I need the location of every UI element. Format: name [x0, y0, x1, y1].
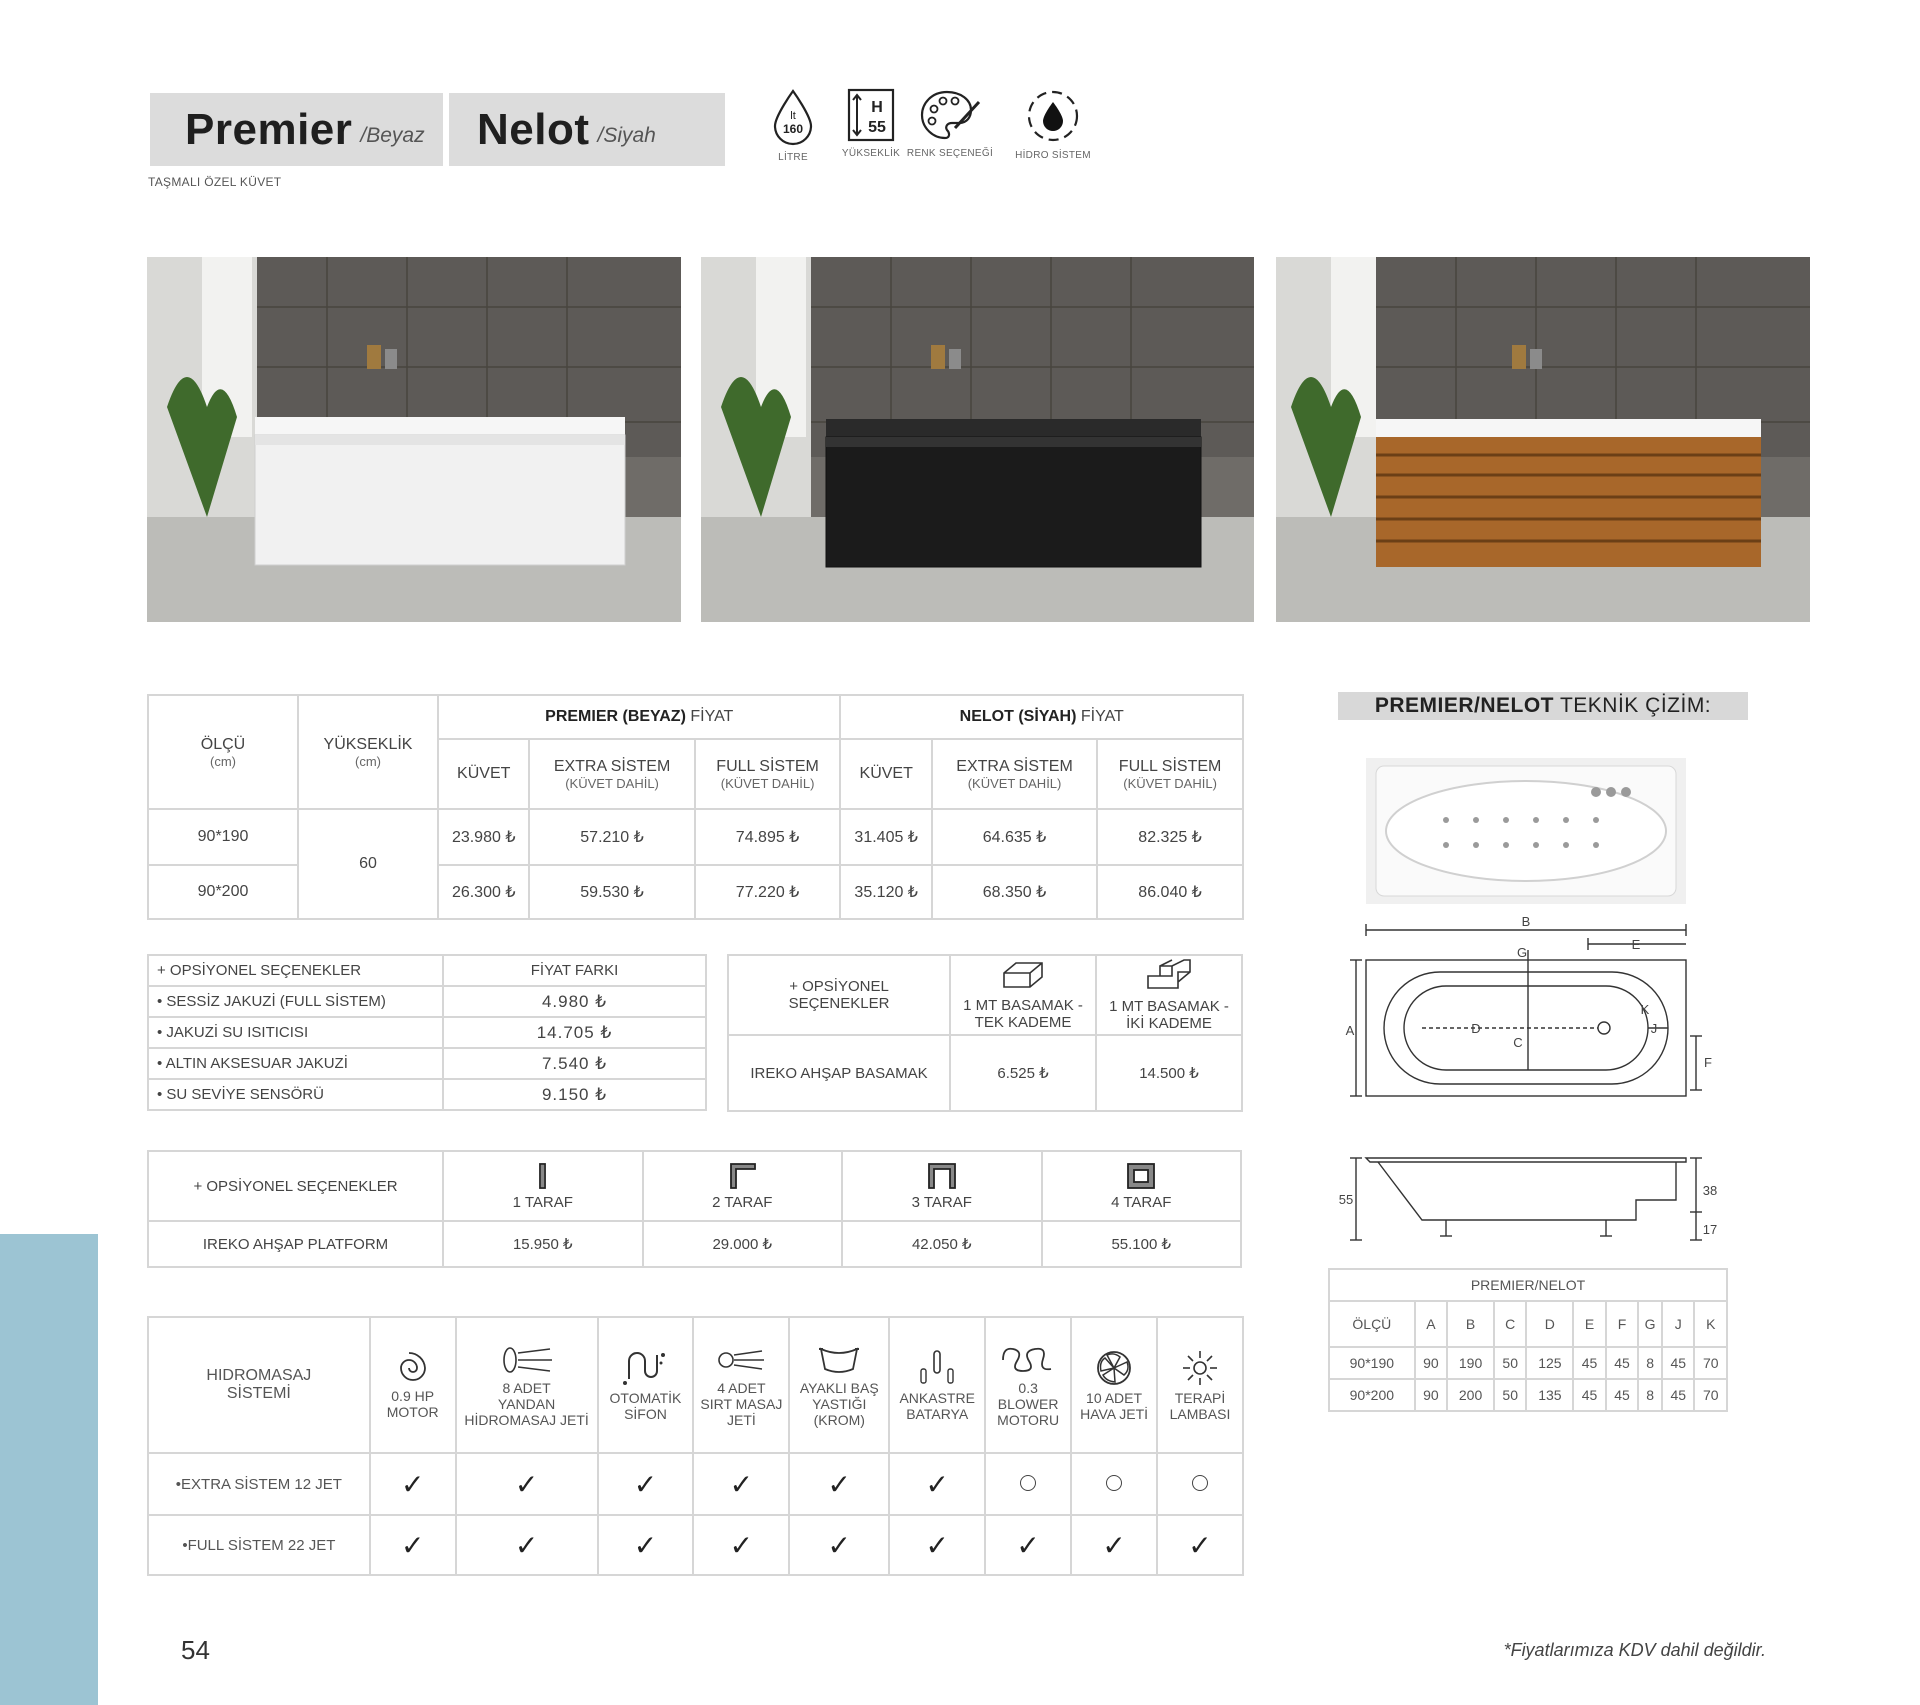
- nelot-title: Nelot: [477, 104, 590, 154]
- feature-therapy-lamp: [1157, 1317, 1243, 1453]
- dims-header-row: [1329, 1301, 1727, 1347]
- feature-side-jet: [456, 1317, 598, 1453]
- dims-cell: 90*200: [1329, 1379, 1415, 1411]
- motor-icon: [391, 1351, 435, 1385]
- platform-price: 29.000 ₺: [643, 1221, 843, 1267]
- feature-line: LAMBASI: [1169, 1405, 1231, 1422]
- feature-mark-cell: [1157, 1515, 1243, 1575]
- price-diff-header: FİYAT FARKI: [443, 955, 706, 986]
- feature-mark-cell: [456, 1515, 598, 1575]
- photo-nelot-black: [701, 257, 1254, 622]
- feature-hydro-label: HİDRO SİSTEM: [1015, 150, 1091, 161]
- check-icon: ✓: [400, 1529, 425, 1561]
- feature-mark-cell: [693, 1515, 789, 1575]
- feature-line: MOTOR: [386, 1403, 439, 1420]
- platform-row-label: IREKO AHŞAP PLATFORM: [148, 1221, 443, 1267]
- feature-height: [826, 88, 916, 159]
- options-table-steps: [727, 954, 1243, 1112]
- tech-title: [1338, 692, 1748, 720]
- dims-cell: 8: [1638, 1347, 1662, 1379]
- dims-header-cell: K: [1694, 1301, 1727, 1347]
- table-row: [1329, 1379, 1727, 1411]
- dims-cell: 45: [1606, 1379, 1638, 1411]
- feature-mark-cell: [1157, 1453, 1243, 1515]
- technical-drawing: [1336, 750, 1756, 1260]
- feature-line: YANDAN: [497, 1395, 556, 1412]
- full-label: FULL SİSTEM: [1118, 757, 1222, 775]
- feature-line: 10 ADET: [1086, 1389, 1143, 1406]
- price-cell: 26.300 ₺: [438, 865, 529, 919]
- check-icon: ✓: [514, 1529, 539, 1561]
- price-cell: 64.635 ₺: [932, 809, 1097, 865]
- table-row: [148, 1515, 1243, 1575]
- label-b: B: [1521, 914, 1531, 929]
- dims-cell: 200: [1447, 1379, 1494, 1411]
- hidro-title: [148, 1317, 370, 1453]
- circle-icon: [1020, 1475, 1036, 1491]
- dahil-label: (KÜVET DAHİL): [1123, 775, 1217, 791]
- size-cell: 90*190: [148, 809, 298, 865]
- feature-back-jet: [693, 1317, 789, 1453]
- hydro-system-icon: [1025, 88, 1081, 144]
- dims-cell: 50: [1494, 1347, 1526, 1379]
- check-icon: ✓: [1016, 1529, 1040, 1561]
- hidro-title-line2: SİSTEMİ: [226, 1385, 291, 1402]
- platform-price: 55.100 ₺: [1042, 1221, 1242, 1267]
- double-step-label1: 1 MT BASAMAK -: [1109, 998, 1229, 1015]
- dims-cell: 90: [1415, 1379, 1447, 1411]
- price-table: [147, 694, 1244, 920]
- option-price: 4.980 ₺: [443, 986, 706, 1017]
- options-title: + OPSİYONEL SEÇENEKLER: [148, 955, 443, 986]
- feature-line: 0.3: [1018, 1379, 1038, 1396]
- feature-line: JETİ: [726, 1411, 756, 1428]
- dims-cell: 90*190: [1329, 1347, 1415, 1379]
- feature-mark-cell: [370, 1515, 456, 1575]
- feature-mark-cell: [598, 1515, 694, 1575]
- label-j: J: [1650, 1021, 1658, 1036]
- dims-header-cell: A: [1415, 1301, 1447, 1347]
- circle-icon: [1106, 1475, 1122, 1491]
- feature-mark-cell: [789, 1453, 889, 1515]
- nelot-title-box: [449, 93, 725, 166]
- table-row: [148, 1221, 1241, 1267]
- platform-price: 15.950 ₺: [443, 1221, 643, 1267]
- step-price-double: 14.500 ₺: [1096, 1035, 1242, 1111]
- options-title: + OPSİYONEL SEÇENEKLER: [148, 1151, 443, 1221]
- col-height-header: [298, 695, 438, 809]
- tech-title-rest: TEKNİK ÇİZİM:: [1554, 694, 1712, 717]
- dims-header-cell: ÖLÇÜ: [1329, 1301, 1415, 1347]
- side-jet-icon: [500, 1343, 554, 1377]
- dims-cell: 45: [1573, 1347, 1605, 1379]
- feature-color: [905, 88, 995, 159]
- feature-siphon: [598, 1317, 694, 1453]
- premier-color: /Beyaz: [360, 123, 425, 147]
- label-f: F: [1704, 1055, 1712, 1070]
- table-row: [728, 1035, 1242, 1111]
- feature-line: BATARYA: [906, 1405, 969, 1422]
- options-title-line2: SEÇENEKLER: [788, 995, 890, 1012]
- four-side-icon: [1124, 1162, 1158, 1190]
- premier-head-label: PREMIER (BEYAZ): [545, 708, 686, 725]
- price-cell: 23.980 ₺: [438, 809, 529, 865]
- option-price: 7.540 ₺: [443, 1048, 706, 1079]
- feature-line: SİFON: [624, 1405, 667, 1422]
- price-cell: 77.220 ₺: [695, 865, 841, 919]
- options-title-line1: + OPSİYONEL: [789, 978, 889, 995]
- svg-text:160: 160: [782, 122, 804, 136]
- dims-cell: 45: [1662, 1347, 1694, 1379]
- feature-litre: [748, 88, 838, 163]
- extra-label: EXTRA SİSTEM: [956, 757, 1073, 775]
- platform-price: 42.050 ₺: [842, 1221, 1042, 1267]
- options-title: [728, 955, 950, 1035]
- feature-line: 4 ADET: [717, 1379, 766, 1396]
- feature-line: TERAPİ: [1174, 1389, 1226, 1406]
- feature-line: BLOWER: [997, 1395, 1059, 1412]
- air-jet-icon: [1093, 1349, 1135, 1387]
- dims-header-cell: B: [1447, 1301, 1494, 1347]
- step-price-single: 6.525 ₺: [950, 1035, 1096, 1111]
- nelot-color: /Siyah: [597, 123, 656, 147]
- check-icon: ✓: [925, 1529, 949, 1561]
- feature-line: ANKASTRE: [899, 1389, 975, 1406]
- label-55: 55: [1338, 1192, 1354, 1207]
- check-icon: ✓: [729, 1529, 754, 1561]
- check-icon: ✓: [1102, 1529, 1126, 1561]
- nelot-price-header: [840, 695, 1243, 739]
- feature-height-label: YÜKSEKLİK: [841, 148, 901, 159]
- price-cell: 31.405 ₺: [840, 809, 931, 865]
- side-2-label: 2 TARAF: [712, 1193, 773, 1211]
- photo-wood-panel: [1276, 257, 1810, 622]
- feature-line: 0.9 HP: [391, 1387, 435, 1404]
- col-size-label: ÖLÇÜ: [200, 735, 246, 753]
- size-cell: 90*200: [148, 865, 298, 919]
- litre-drop-icon: [770, 88, 816, 146]
- svg-text:H: H: [871, 99, 883, 116]
- label-d: D: [1471, 1021, 1481, 1036]
- feature-mark-cell: [789, 1515, 889, 1575]
- option-label: • SU SEVİYE SENSÖRÜ: [148, 1079, 443, 1110]
- check-icon: ✓: [633, 1529, 658, 1561]
- headrest-icon: [815, 1343, 863, 1377]
- vat-footnote: *Fiyatlarımıza KDV dahil değildir.: [1503, 1640, 1766, 1660]
- check-icon: ✓: [633, 1468, 658, 1500]
- price-cell: 59.530 ₺: [529, 865, 694, 919]
- feature-line: SIRT MASAJ: [700, 1395, 783, 1412]
- system-label: •EXTRA SİSTEM 12 JET: [148, 1453, 370, 1515]
- feature-mark-cell: [456, 1453, 598, 1515]
- dimensions-table: [1328, 1268, 1728, 1412]
- three-side-icon: [925, 1162, 959, 1190]
- check-icon: ✓: [827, 1468, 851, 1500]
- label-k: K: [1640, 1002, 1650, 1017]
- nelot-full-header: [1097, 739, 1243, 809]
- hidro-title-line1: HIDROMASAJ: [206, 1367, 312, 1384]
- option-label: • SESSİZ JAKUZİ (FULL SİSTEM): [148, 986, 443, 1017]
- subtitle: TAŞMALI ÖZEL KÜVET: [148, 175, 282, 189]
- feature-line: OTOMATİK: [609, 1389, 682, 1406]
- dims-header-cell: E: [1573, 1301, 1605, 1347]
- options-table-platform: [147, 1150, 1242, 1268]
- svg-text:lt: lt: [790, 110, 796, 122]
- side-2-header: [643, 1151, 843, 1221]
- double-step-icon: [1145, 958, 1193, 994]
- tech-title-bold: PREMIER/NELOT: [1374, 694, 1555, 717]
- feature-line: MOTORU: [997, 1411, 1060, 1428]
- system-label: •FULL SİSTEM 22 JET: [148, 1515, 370, 1575]
- list-item: [148, 1048, 706, 1079]
- nelot-head-label: NELOT (SİYAH): [959, 708, 1077, 725]
- list-item: [148, 986, 706, 1017]
- premier-kuvet-header: KÜVET: [438, 739, 529, 809]
- feature-headrest: [789, 1317, 889, 1453]
- option-price: 14.705 ₺: [443, 1017, 706, 1048]
- blower-icon: [999, 1343, 1057, 1377]
- feature-mark-cell: [598, 1453, 694, 1515]
- side-4-label: 4 TARAF: [1111, 1193, 1172, 1211]
- side-1-header: [443, 1151, 643, 1221]
- page-number: 54: [181, 1635, 210, 1665]
- option-label: • JAKUZİ SU ISITICISI: [148, 1017, 443, 1048]
- premier-title: Premier: [185, 104, 353, 154]
- table-row: [148, 1453, 1243, 1515]
- list-item: [148, 1017, 706, 1048]
- svg-text:55: 55: [868, 119, 886, 136]
- extra-label: EXTRA SİSTEM: [553, 757, 671, 775]
- double-step-header: [1096, 955, 1242, 1035]
- col-height-unit: (cm): [355, 753, 381, 769]
- feature-litre-label: LİTRE: [778, 152, 808, 163]
- faucet-icon: [913, 1349, 961, 1387]
- feature-mark-cell: [985, 1515, 1071, 1575]
- photo-premier-white: [147, 257, 681, 622]
- siphon-icon: [621, 1349, 669, 1387]
- height-cell: 60: [298, 809, 438, 919]
- feature-line: (KROM): [813, 1411, 865, 1428]
- feature-faucet: [889, 1317, 985, 1453]
- label-e: E: [1631, 937, 1641, 952]
- price-cell: 35.120 ₺: [840, 865, 931, 919]
- feature-mark-cell: [985, 1453, 1071, 1515]
- dahil-label: (KÜVET DAHİL): [967, 775, 1062, 791]
- price-cell: 68.350 ₺: [932, 865, 1097, 919]
- feature-line: AYAKLI BAŞ: [799, 1379, 879, 1396]
- label-17: 17: [1702, 1222, 1718, 1237]
- nelot-price-word: FİYAT: [1080, 708, 1124, 725]
- label-a: A: [1345, 1023, 1355, 1038]
- dims-cell: 8: [1638, 1379, 1662, 1411]
- dahil-label: (KÜVET DAHİL): [565, 775, 659, 791]
- dims-title: PREMIER/NELOT: [1329, 1269, 1727, 1301]
- col-size-header: [148, 695, 298, 809]
- full-label: FULL SİSTEM: [716, 757, 819, 775]
- feature-motor: [370, 1317, 456, 1453]
- label-c: C: [1513, 1035, 1523, 1050]
- check-icon: ✓: [925, 1468, 949, 1500]
- feature-line: HAVA JETİ: [1080, 1405, 1149, 1422]
- palette-icon: [919, 88, 981, 142]
- check-icon: ✓: [514, 1468, 539, 1500]
- label-g: G: [1516, 945, 1528, 960]
- col-height-label: YÜKSEKLİK: [323, 735, 413, 753]
- dims-cell: 45: [1606, 1347, 1638, 1379]
- one-side-icon: [526, 1162, 560, 1190]
- side-3-label: 3 TARAF: [911, 1193, 972, 1211]
- list-item: [148, 1079, 706, 1110]
- table-row: [148, 809, 1243, 865]
- feature-color-label: RENK SEÇENEĞİ: [906, 148, 994, 159]
- feature-line: HİDROMASAJ JETİ: [464, 1411, 589, 1428]
- nelot-extra-header: [932, 739, 1097, 809]
- side-3-header: [842, 1151, 1042, 1221]
- premier-extra-header: [529, 739, 694, 809]
- dims-cell: 45: [1662, 1379, 1694, 1411]
- step-row-label: IREKO AHŞAP BASAMAK: [728, 1035, 950, 1111]
- single-step-icon: [1001, 959, 1045, 993]
- feature-line: YASTIĞI: [812, 1395, 867, 1412]
- premier-title-box: [150, 93, 443, 166]
- options-table-accessories: [147, 954, 707, 1111]
- premier-price-word: FİYAT: [690, 708, 734, 725]
- side-4-header: [1042, 1151, 1242, 1221]
- feature-blower: [985, 1317, 1071, 1453]
- premier-price-header: [438, 695, 840, 739]
- therapy-lamp-icon: [1180, 1349, 1220, 1387]
- option-price: 9.150 ₺: [443, 1079, 706, 1110]
- option-label: • ALTIN AKSESUAR JAKUZİ: [148, 1048, 443, 1079]
- hydromassage-table: [147, 1316, 1244, 1576]
- table-row: [1329, 1347, 1727, 1379]
- dims-cell: 70: [1694, 1347, 1727, 1379]
- dims-header-cell: F: [1606, 1301, 1638, 1347]
- dahil-label: (KÜVET DAHİL): [720, 775, 815, 791]
- feature-mark-cell: [1071, 1453, 1157, 1515]
- feature-mark-cell: [889, 1453, 985, 1515]
- check-icon: ✓: [729, 1468, 754, 1500]
- dims-cell: 190: [1447, 1347, 1494, 1379]
- double-step-label2: İKİ KADEME: [1126, 1015, 1212, 1032]
- dims-cell: 135: [1526, 1379, 1573, 1411]
- side-accent-bar: [0, 1234, 98, 1705]
- dims-cell: 45: [1573, 1379, 1605, 1411]
- feature-mark-cell: [693, 1453, 789, 1515]
- check-icon: ✓: [400, 1468, 425, 1500]
- price-cell: 82.325 ₺: [1097, 809, 1243, 865]
- feature-mark-cell: [1071, 1515, 1157, 1575]
- height-icon: [847, 88, 895, 142]
- back-jet-icon: [716, 1343, 766, 1377]
- dims-header-cell: D: [1526, 1301, 1573, 1347]
- feature-mark-cell: [889, 1515, 985, 1575]
- price-cell: 57.210 ₺: [529, 809, 694, 865]
- feature-mark-cell: [370, 1453, 456, 1515]
- price-cell: 74.895 ₺: [695, 809, 841, 865]
- check-icon: ✓: [1188, 1529, 1212, 1561]
- single-step-label2: TEK KADEME: [974, 1014, 1072, 1031]
- check-icon: ✓: [827, 1529, 851, 1561]
- label-38: 38: [1702, 1183, 1718, 1198]
- dims-cell: 125: [1526, 1347, 1573, 1379]
- dims-cell: 50: [1494, 1379, 1526, 1411]
- dims-header-cell: C: [1494, 1301, 1526, 1347]
- feature-line: 8 ADET: [502, 1379, 551, 1396]
- single-step-header: [950, 955, 1096, 1035]
- nelot-kuvet-header: KÜVET: [840, 739, 931, 809]
- dims-cell: 70: [1694, 1379, 1727, 1411]
- dims-header-cell: G: [1638, 1301, 1662, 1347]
- dims-header-cell: J: [1662, 1301, 1694, 1347]
- circle-icon: [1192, 1475, 1208, 1491]
- price-cell: 86.040 ₺: [1097, 865, 1243, 919]
- feature-air-jet: [1071, 1317, 1157, 1453]
- feature-hydro: [1008, 88, 1098, 161]
- premier-full-header: [695, 739, 841, 809]
- side-1-label: 1 TARAF: [512, 1193, 573, 1211]
- col-size-unit: (cm): [210, 753, 236, 769]
- two-side-icon: [725, 1162, 759, 1190]
- single-step-label1: 1 MT BASAMAK -: [963, 997, 1083, 1014]
- dims-cell: 90: [1415, 1347, 1447, 1379]
